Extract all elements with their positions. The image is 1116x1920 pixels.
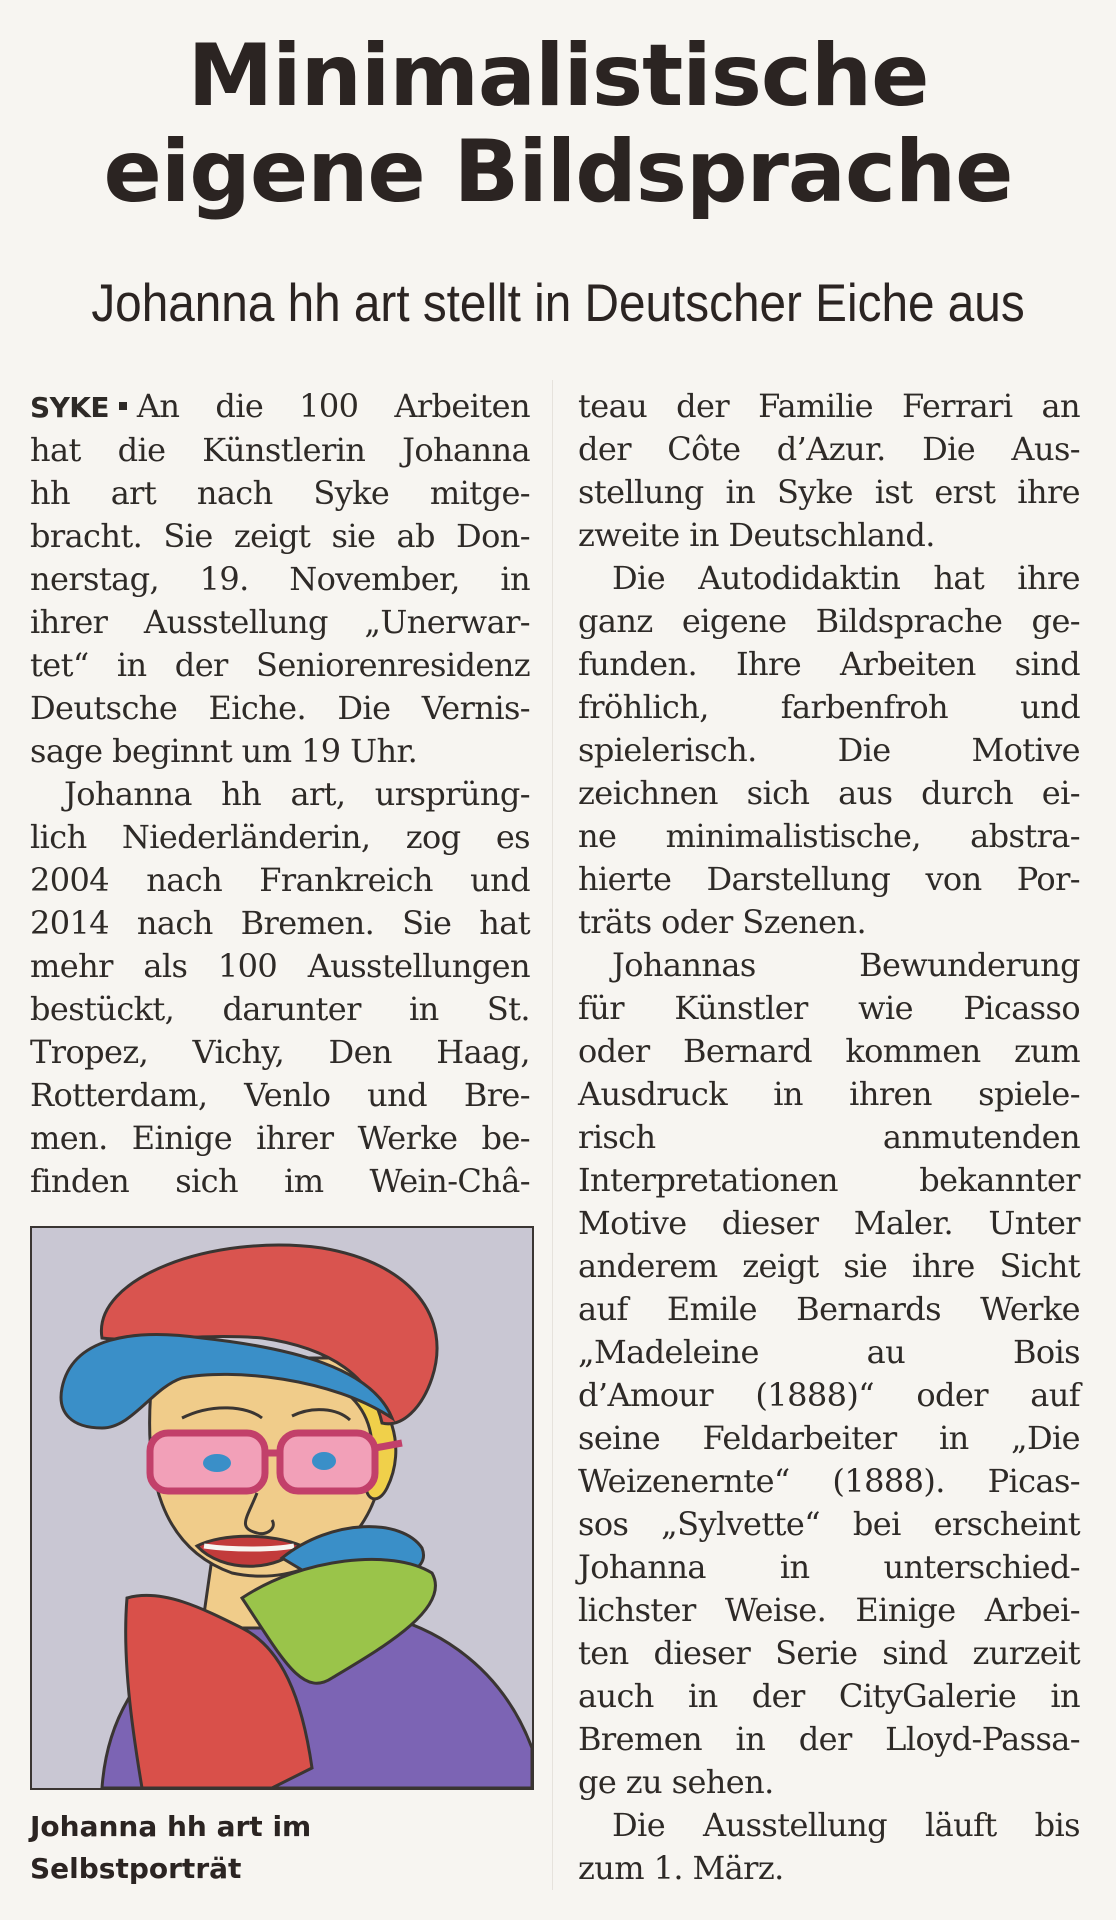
text-line: lichster Weise. Einige Arbei- [578, 1591, 1080, 1629]
text-line: zum 1. März. [578, 1849, 784, 1887]
text-line: fröhlich, farbenfroh und [578, 688, 1080, 726]
text-line: bracht. Sie zeigt sie ab Don- [30, 517, 530, 555]
article-column-2 [578, 385, 1080, 1890]
headline-line-2: eigene Bildsprache [103, 122, 1013, 222]
portrait-illustration [32, 1228, 532, 1788]
paragraph-5 [578, 944, 1080, 1804]
text-line: Motive dieser Maler. Unter [578, 1204, 1080, 1242]
text-line: Interpretationen bekannter [578, 1161, 1080, 1199]
text-line: Johanna in unterschied- [578, 1548, 1080, 1586]
text-line: nerstag, 19. November, in [30, 560, 530, 598]
photo-caption: Johanna hh art im Selbstporträt [30, 1810, 312, 1885]
text-line: risch anmutenden [578, 1118, 1080, 1156]
text-line: auch in der CityGalerie in [578, 1677, 1080, 1715]
text-line: SYKE An die 100 Arbeiten [30, 387, 530, 425]
paragraph-3 [578, 385, 1080, 557]
article-column-1 [30, 385, 530, 1203]
paragraph-4 [578, 557, 1080, 944]
text-line: sos „Sylvette“ bei erscheint [578, 1505, 1080, 1543]
text-line: der Côte d’Azur. Die Aus- [578, 430, 1080, 468]
text-line: anderem zeigt sie ihre Sicht [578, 1247, 1080, 1285]
text-line: 2004 nach Frankreich und [30, 861, 530, 899]
text-line: Ausdruck in ihren spiele- [578, 1075, 1080, 1113]
text-line: „Madeleine au Bois [578, 1333, 1080, 1371]
text-line: auf Emile Bernards Werke [578, 1290, 1080, 1328]
text-line: sage beginnt um 19 Uhr. [30, 732, 418, 770]
paragraph-1 [30, 385, 530, 773]
dateline-bullet-icon [119, 402, 127, 410]
text-line: Die Autodidaktin hat ihre [612, 559, 1080, 597]
text-line: Bremen in der Lloyd-Passa- [578, 1720, 1080, 1758]
self-portrait-image [30, 1226, 534, 1790]
text-line: funden. Ihre Arbeiten sind [578, 645, 1080, 683]
text-line: mehr als 100 Ausstellungen [30, 947, 530, 985]
text-line: hh art nach Syke mitge- [30, 474, 530, 512]
text-line: d’Amour (1888)“ oder auf [578, 1376, 1080, 1414]
paragraph-2 [30, 773, 530, 816]
text-line: ihrer Ausstellung „Unerwar- [30, 603, 530, 641]
text-line: tet“ in der Seniorenresidenz [30, 646, 530, 684]
text-line: 2014 nach Bremen. Sie hat [30, 904, 530, 942]
text-line: spielerisch. Die Motive [578, 731, 1080, 769]
text-line: Deutsche Eiche. Die Vernis- [30, 689, 530, 727]
text-line: hierte Darstellung von Por- [578, 860, 1080, 898]
dateline: SYKE [30, 391, 109, 424]
text-line: stellung in Syke ist erst ihre [578, 473, 1080, 511]
text-line: seine Feldarbeiter in „Die [578, 1419, 1080, 1457]
text-line: oder Bernard kommen zum [578, 1032, 1080, 1070]
text-line: hat die Künstlerin Johanna [30, 431, 530, 469]
text-line: Tropez, Vichy, Den Haag, [30, 1033, 530, 1071]
text-line: zweite in Deutschland. [578, 516, 935, 554]
text-line: ge zu sehen. [578, 1763, 774, 1801]
headline [0, 28, 1116, 220]
subheadline: Johanna hh art stellt in Deutscher Eiche aus [91, 274, 1025, 333]
text-line: zeichnen sich aus durch ei- [578, 774, 1080, 812]
text-line: ne minimalistische, abstra- [578, 817, 1080, 855]
paragraph-2-body [30, 816, 530, 1203]
text-line: bestückt, darunter in St. [30, 990, 530, 1028]
text-line: Die Ausstellung läuft bis [612, 1806, 1080, 1844]
text-line: träts oder Szenen. [578, 903, 867, 941]
text-line: lich Niederländerin, zog es [30, 818, 530, 856]
text-line: ganz eigene Bildsprache ge- [578, 602, 1080, 640]
text-line: ten dieser Serie sind zurzeit [578, 1634, 1080, 1672]
text-line: für Künstler wie Picasso [578, 989, 1080, 1027]
text-line: teau der Familie Ferrari an [578, 387, 1080, 425]
text-line: Johannas Bewunderung [612, 946, 1080, 984]
column-divider [552, 380, 553, 1890]
text-line: Rotterdam, Venlo und Bre- [30, 1076, 530, 1114]
text-line: Johanna hh art, ursprüng- [64, 775, 530, 813]
text-line: men. Einige ihrer Werke be- [30, 1119, 530, 1157]
text-line: Weizenernte“ (1888). Picas- [578, 1462, 1080, 1500]
headline-line-1: Minimalistische [187, 26, 929, 126]
paragraph-6 [578, 1804, 1080, 1890]
text-line: finden sich im Wein-Châ- [30, 1162, 530, 1200]
